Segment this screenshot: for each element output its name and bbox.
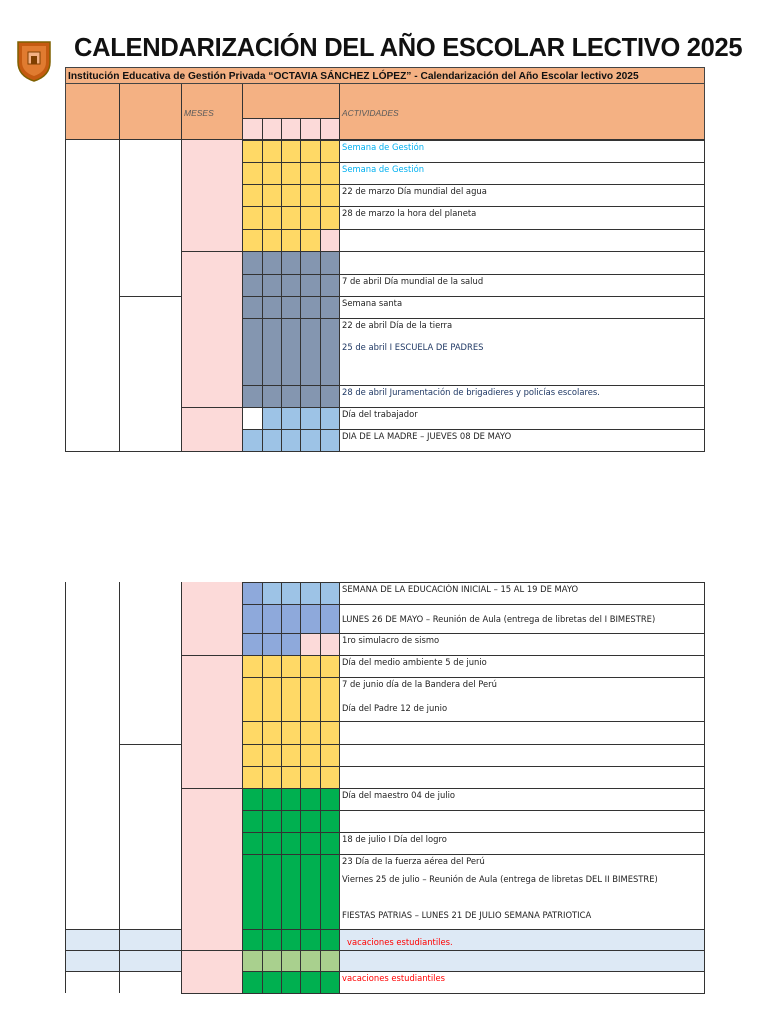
week-cell	[320, 929, 339, 950]
activity-text: 7 de junio día de la Bandera del Perú	[342, 679, 497, 689]
week-cell	[320, 604, 339, 633]
week-cell	[320, 206, 339, 229]
grid-line	[242, 971, 705, 972]
grid-line	[181, 407, 242, 408]
grid-line	[242, 766, 705, 767]
week-cell	[262, 206, 281, 229]
grid-line	[242, 929, 705, 930]
week-cell	[320, 810, 339, 832]
grid-line	[242, 950, 705, 951]
week-cell	[320, 184, 339, 206]
week-cell	[242, 677, 262, 721]
grid-line	[281, 118, 282, 140]
grid-line	[242, 810, 705, 811]
grid-line	[242, 118, 339, 119]
week-cell	[300, 604, 320, 633]
week-cell	[300, 832, 320, 854]
grid-line	[181, 950, 242, 951]
grid-line	[242, 677, 705, 678]
activity-text: 25 de abril I ESCUELA DE PADRES	[342, 342, 484, 352]
week-cell	[320, 788, 339, 810]
week-header-cell	[300, 118, 320, 140]
week-cell	[242, 206, 262, 229]
grid-line	[65, 950, 181, 951]
activity-text: 1ro simulacro de sismo	[342, 635, 440, 645]
week-cell	[262, 140, 281, 162]
grid-line	[242, 604, 705, 605]
grid-line	[181, 140, 182, 451]
week-cell	[320, 971, 339, 993]
week-header-cell	[262, 118, 281, 140]
grid-line	[119, 296, 181, 297]
week-cell	[262, 950, 281, 971]
grid-line	[242, 118, 243, 140]
week-cell	[281, 229, 300, 251]
month-cell-july	[181, 788, 242, 950]
week-cell	[320, 950, 339, 971]
activity-text: FIESTAS PATRIAS – LUNES 21 DE JULIO SEMANA PATRIOTICA	[342, 910, 592, 920]
week-cell	[320, 854, 339, 929]
activity-text: 18 de julio I Día del logro	[342, 834, 447, 844]
activity-text: Semana de Gestión	[342, 164, 425, 174]
week-header-cell	[320, 118, 339, 140]
week-cell	[300, 810, 320, 832]
grid-line	[242, 832, 705, 833]
week-cell	[242, 318, 262, 385]
week-cell	[242, 296, 262, 318]
week-cell	[242, 251, 262, 274]
week-cell	[242, 140, 262, 162]
week-cell	[281, 832, 300, 854]
week-cell	[320, 274, 339, 296]
week-cell	[281, 744, 300, 766]
week-cell	[262, 229, 281, 251]
activity-text: 22 de marzo Día mundial del agua	[342, 186, 487, 196]
week-cell	[281, 766, 300, 788]
activity-text: 23 Día de la fuerza aérea del Perú	[342, 856, 485, 866]
week-cell	[281, 929, 300, 950]
month-cell-april	[181, 251, 242, 407]
activity-text: SEMANA DE LA EDUCACIÓN INICIAL – 15 AL 19 DE MAYO	[342, 584, 579, 594]
grid-line	[242, 140, 243, 451]
grid-line	[242, 385, 705, 386]
week-cell	[300, 971, 320, 993]
grid-line	[242, 184, 705, 185]
week-cell	[281, 655, 300, 677]
grid-line	[242, 206, 705, 207]
week-cell	[262, 744, 281, 766]
week-cell	[262, 854, 281, 929]
grid-line	[320, 140, 321, 451]
week-cell	[242, 274, 262, 296]
week-cell	[300, 854, 320, 929]
activity-text: Semana de Gestión	[342, 142, 425, 152]
week-cell	[242, 385, 262, 407]
week-cell	[281, 633, 300, 655]
month-cell-may	[181, 407, 242, 451]
week-cell	[262, 677, 281, 721]
school-shield-logo-icon	[16, 38, 52, 82]
week-cell	[300, 429, 320, 451]
week-cell	[300, 318, 320, 385]
week-cell	[281, 385, 300, 407]
week-cell	[281, 810, 300, 832]
week-cell	[281, 184, 300, 206]
grid-line	[181, 582, 182, 993]
week-cell	[262, 766, 281, 788]
week-cell	[242, 184, 262, 206]
activities-column-header: ACTIVIDADES	[342, 108, 399, 118]
grid-line	[65, 451, 705, 452]
week-cell	[300, 140, 320, 162]
week-cell	[262, 810, 281, 832]
week-cell	[300, 655, 320, 677]
grid-line	[242, 274, 705, 275]
grid-line	[242, 582, 705, 583]
grid-line	[262, 582, 263, 993]
activity-text: 7 de abril Día mundial de la salud	[342, 276, 484, 286]
grid-line	[300, 118, 301, 140]
activity-text: Día del medio ambiente 5 de junio	[342, 657, 487, 667]
grid-line	[242, 162, 705, 163]
week-cell	[281, 162, 300, 184]
week-cell	[262, 788, 281, 810]
week-cell	[281, 407, 300, 429]
week-cell	[281, 274, 300, 296]
month-cell-march	[181, 140, 242, 251]
week-cell	[242, 854, 262, 929]
week-cell	[242, 429, 262, 451]
week-cell	[300, 929, 320, 950]
activity-text: Día del trabajador	[342, 409, 418, 419]
week-cell	[242, 162, 262, 184]
week-cell	[300, 206, 320, 229]
week-cell	[262, 429, 281, 451]
activity-text: DIA DE LA MADRE – JUEVES 08 DE MAYO	[342, 431, 512, 441]
week-cell	[320, 318, 339, 385]
week-cell	[320, 429, 339, 451]
week-cell	[262, 633, 281, 655]
week-cell	[242, 604, 262, 633]
grid-line	[181, 655, 242, 656]
grid-line	[339, 118, 340, 140]
grid-line	[320, 118, 321, 140]
grid-line	[300, 582, 301, 993]
activity-text: 22 de abril Día de la tierra	[342, 320, 453, 330]
week-cell	[242, 971, 262, 993]
activity-text: vacaciones estudiantiles.	[347, 937, 453, 947]
week-cell	[242, 788, 262, 810]
week-cell	[300, 950, 320, 971]
grid-line	[262, 118, 263, 140]
week-cell	[281, 788, 300, 810]
grid-line	[181, 788, 242, 789]
grid-line	[242, 318, 705, 319]
months-column-header: MESES	[184, 108, 214, 118]
week-cell	[281, 251, 300, 274]
week-cell	[300, 582, 320, 604]
grid-line	[242, 140, 705, 141]
grid-line	[242, 429, 705, 430]
week-header-cell	[242, 118, 262, 140]
week-cell	[281, 721, 300, 744]
week-cell	[300, 162, 320, 184]
week-cell	[242, 810, 262, 832]
week-cell	[320, 655, 339, 677]
week-cell	[242, 832, 262, 854]
grid-line	[704, 140, 705, 451]
grid-line	[281, 582, 282, 993]
week-cell	[320, 140, 339, 162]
activity-text: 28 de abril Juramentación de brigadieres y policías escolares.	[342, 387, 600, 397]
week-cell	[281, 140, 300, 162]
week-cell	[281, 296, 300, 318]
week-cell	[300, 721, 320, 744]
grid-line	[119, 582, 120, 993]
month-cell-may	[181, 582, 242, 655]
week-cell	[262, 385, 281, 407]
week-cell	[262, 721, 281, 744]
week-cell	[262, 318, 281, 385]
grid-line	[242, 655, 705, 656]
week-cell	[281, 950, 300, 971]
grid-line	[339, 140, 340, 451]
week-header-cell	[281, 118, 300, 140]
week-cell	[300, 788, 320, 810]
week-cell	[300, 274, 320, 296]
week-cell	[262, 162, 281, 184]
week-cell	[262, 832, 281, 854]
activity-text: LUNES 26 DE MAYO – Reunión de Aula (entrega de libretas del I BIMESTRE)	[342, 614, 656, 624]
week-cell	[262, 296, 281, 318]
week-cell	[242, 229, 262, 251]
activity-text: Día del maestro 04 de julio	[342, 790, 456, 800]
grid-line	[181, 251, 242, 252]
grid-line	[242, 721, 705, 722]
week-cell	[300, 184, 320, 206]
week-cell	[281, 206, 300, 229]
week-cell	[320, 296, 339, 318]
school-logo	[16, 38, 52, 82]
grid-line	[242, 296, 705, 297]
week-cell	[300, 407, 320, 429]
week-cell	[320, 744, 339, 766]
month-cell-june	[181, 655, 242, 788]
grid-line	[300, 140, 301, 451]
week-cell	[320, 251, 339, 274]
week-cell	[300, 251, 320, 274]
grid-line	[181, 993, 705, 994]
week-cell	[262, 274, 281, 296]
week-cell	[262, 251, 281, 274]
week-cell	[281, 677, 300, 721]
week-cell	[300, 385, 320, 407]
activity-text: Día del Padre 12 de junio	[342, 703, 448, 713]
grid-line	[119, 744, 181, 745]
week-cell	[242, 950, 262, 971]
week-cell	[320, 385, 339, 407]
week-cell	[281, 854, 300, 929]
week-cell	[242, 633, 262, 655]
week-cell	[281, 318, 300, 385]
week-cell	[320, 633, 339, 655]
week-cell	[300, 677, 320, 721]
week-cell	[281, 604, 300, 633]
week-cell	[320, 162, 339, 184]
grid-line	[65, 582, 66, 993]
week-cell	[320, 407, 339, 429]
grid-line	[339, 582, 340, 993]
grid-line	[119, 140, 120, 451]
grid-line	[242, 744, 705, 745]
grid-line	[281, 140, 282, 451]
week-cell	[262, 971, 281, 993]
week-cell	[300, 229, 320, 251]
week-cell	[262, 184, 281, 206]
week-cell	[242, 744, 262, 766]
week-cell	[320, 677, 339, 721]
week-cell	[281, 429, 300, 451]
grid-line	[242, 251, 705, 252]
activity-text: Semana santa	[342, 298, 403, 308]
grid-line	[320, 582, 321, 993]
week-cell	[262, 582, 281, 604]
week-cell	[262, 407, 281, 429]
activity-text: Viernes 25 de julio – Reunión de Aula (entrega de libretas DEL II BIMESTRE)	[342, 874, 658, 884]
week-cell	[262, 929, 281, 950]
activity-text: 28 de marzo la hora del planeta	[342, 208, 477, 218]
grid-line	[242, 854, 705, 855]
activity-text: vacaciones estudiantiles	[342, 973, 446, 983]
week-cell	[281, 971, 300, 993]
week-cell	[320, 766, 339, 788]
week-cell	[300, 744, 320, 766]
month-cell-august	[181, 950, 242, 993]
week-cell	[300, 633, 320, 655]
grid-line	[262, 140, 263, 451]
week-cell	[300, 766, 320, 788]
grid-line	[242, 788, 705, 789]
grid-line	[242, 582, 243, 993]
grid-line	[65, 140, 66, 451]
grid-line	[242, 633, 705, 634]
institution-banner: Institución Educativa de Gestión Privada “OCTAVIA SÁNCHEZ LÓPEZ” - Calendarización del Año Escolar lectivo 2025	[65, 67, 705, 84]
grid-line	[242, 229, 705, 230]
week-cell	[262, 604, 281, 633]
week-cell	[320, 832, 339, 854]
week-cell	[242, 929, 262, 950]
week-cell	[242, 766, 262, 788]
grid-line	[65, 971, 181, 972]
week-cell	[320, 229, 339, 251]
week-cell	[242, 582, 262, 604]
week-cell	[300, 296, 320, 318]
week-cell	[320, 721, 339, 744]
week-cell	[262, 655, 281, 677]
grid-line	[704, 582, 705, 993]
week-cell	[281, 582, 300, 604]
week-cell	[242, 721, 262, 744]
page-title: CALENDARIZACIÓN DEL AÑO ESCOLAR LECTIVO 2025	[74, 34, 743, 62]
grid-line	[65, 929, 181, 930]
week-cell	[242, 655, 262, 677]
grid-line	[242, 407, 705, 408]
week-cell	[320, 582, 339, 604]
